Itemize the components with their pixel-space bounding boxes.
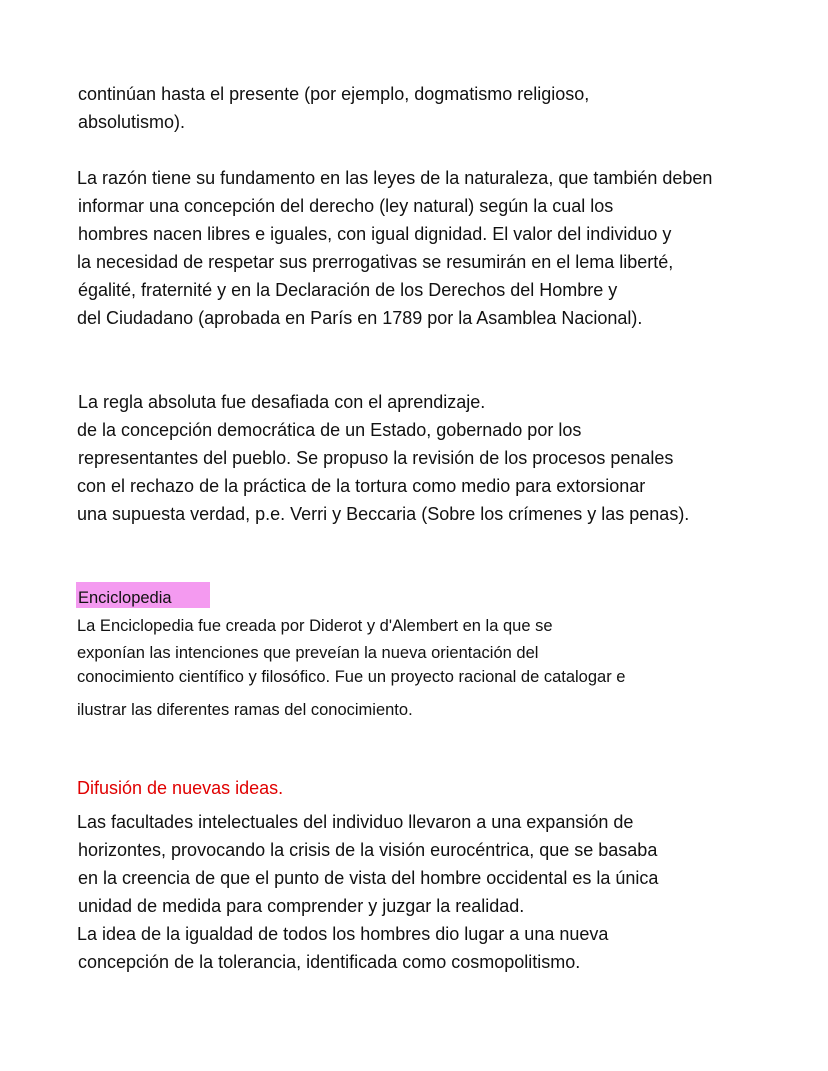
difusion-heading: Difusión de nuevas ideas. bbox=[77, 778, 284, 798]
razon-line-6: del Ciudadano (aprobada en París en 1789 por la Asamblea Nacional). bbox=[77, 308, 643, 328]
difusion-line-6: concepción de la tolerancia, identificada como cosmopolitismo. bbox=[78, 952, 581, 972]
intro-line-2: absolutismo). bbox=[78, 112, 186, 132]
difusion-line-2: horizontes, provocando la crisis de la visión eurocéntrica, que se basaba bbox=[78, 840, 658, 860]
difusion-line-4: unidad de medida para comprender y juzgar la realidad. bbox=[78, 896, 525, 916]
enciclopedia-line-4: ilustrar las diferentes ramas del conocimiento. bbox=[77, 701, 413, 719]
enciclopedia-line-1: La Enciclopedia fue creada por Diderot y d'Alembert en la que se bbox=[77, 617, 553, 635]
enciclopedia-heading: Enciclopedia bbox=[78, 589, 172, 607]
regla-line-5: una supuesta verdad, p.e. Verri y Beccaria (Sobre los crímenes y las penas). bbox=[77, 504, 690, 524]
difusion-line-1: Las facultades intelectuales del individuo llevaron a una expansión de bbox=[77, 812, 634, 832]
regla-line-4: con el rechazo de la práctica de la tortura como medio para extorsionar bbox=[77, 476, 646, 496]
enciclopedia-line-3: conocimiento científico y filosófico. Fue un proyecto racional de catalogar e bbox=[77, 668, 626, 686]
difusion-line-3: en la creencia de que el punto de vista del hombre occidental es la única bbox=[78, 868, 659, 888]
razon-line-1: La razón tiene su fundamento en las leyes de la naturaleza, que también deben bbox=[77, 168, 713, 188]
regla-line-1: La regla absoluta fue desafiada con el aprendizaje. bbox=[78, 392, 486, 412]
razon-line-2: informar una concepción del derecho (ley natural) según la cual los bbox=[78, 196, 614, 216]
razon-line-3: hombres nacen libres e iguales, con igual dignidad. El valor del individuo y bbox=[78, 224, 672, 244]
razon-line-5: égalité, fraternité y en la Declaración de los Derechos del Hombre y bbox=[78, 280, 618, 300]
intro-line-1: continúan hasta el presente (por ejemplo, dogmatismo religioso, bbox=[78, 84, 590, 104]
difusion-line-5: La idea de la igualdad de todos los hombres dio lugar a una nueva bbox=[77, 924, 609, 944]
regla-line-3: representantes del pueblo. Se propuso la revisión de los procesos penales bbox=[78, 448, 674, 468]
razon-line-4: la necesidad de respetar sus prerrogativas se resumirán en el lema liberté, bbox=[77, 252, 674, 272]
enciclopedia-line-2: exponían las intenciones que preveían la nueva orientación del bbox=[77, 644, 539, 662]
regla-line-2: de la concepción democrática de un Estado, gobernado por los bbox=[77, 420, 582, 440]
